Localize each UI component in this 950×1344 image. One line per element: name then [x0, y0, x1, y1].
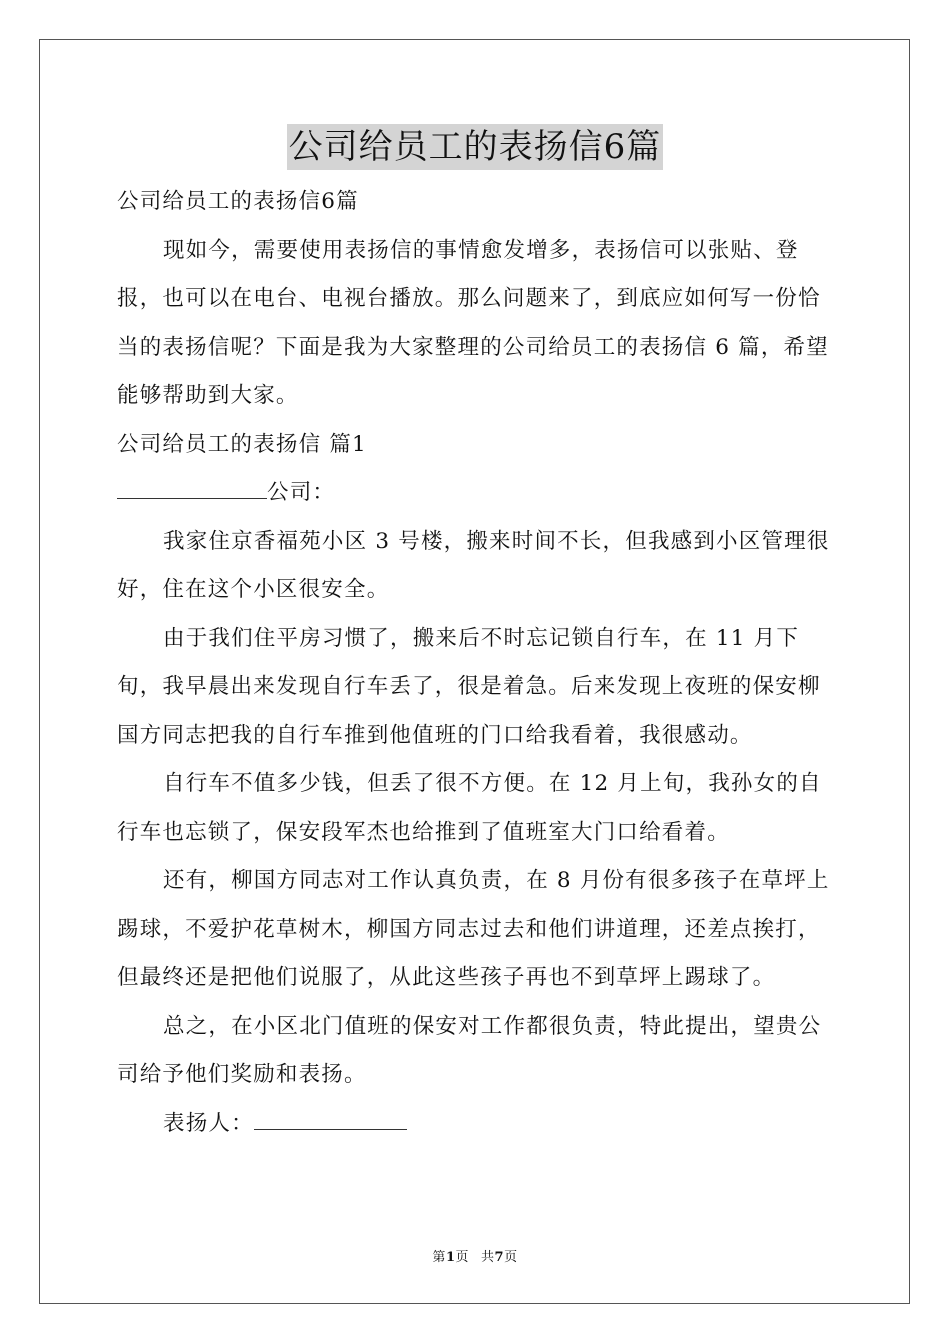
body-paragraph: 自行车不值多少钱，但丢了很不方便。在 12 月上旬，我孙女的自行车也忘锁了，保安段军杰也给推到了值班室大门口给看着。 — [117, 771, 822, 845]
signer-line — [117, 1100, 837, 1149]
title-container — [0, 124, 950, 170]
page-footer — [0, 1246, 950, 1265]
body-paragraph: 我家住京香福苑小区 3 号楼，搬来时间不长，但我感到小区管理很好，住在这个小区很安全。 — [117, 528, 830, 602]
signer-name-blank — [254, 1106, 407, 1130]
document-subtitle: 公司给员工的表扬信6篇 — [117, 189, 359, 214]
signer-label: 表扬人： — [163, 1110, 254, 1136]
intro-paragraph: 现如今，需要使用表扬信的事情愈发增多，表扬信可以张贴、登报，也可以在电台、电视台播放。那么问题来了，到底应如何写一份恰当的表扬信呢？下面是我为大家整理的公司给员工的表扬信 6 篇，希望能够帮助到大家。 — [117, 237, 829, 408]
body-paragraph: 总之，在小区北门值班的保安对工作都很负责，特此提出，望贵公司给予他们奖励和表扬。 — [117, 1013, 822, 1087]
salutation-suffix: 公司： — [267, 480, 336, 505]
document-body — [117, 178, 837, 1148]
salutation-line — [117, 469, 837, 518]
document-title: 公司给员工的表扬信6篇 — [287, 124, 664, 170]
page-total: 7 — [494, 1250, 505, 1265]
page-unit: 页 — [455, 1250, 469, 1265]
total-unit: 页 — [504, 1250, 518, 1265]
section-heading: 公司给员工的表扬信 篇1 — [117, 431, 367, 457]
body-paragraph: 由于我们住平房习惯了，搬来后不时忘记锁自行车，在 11 月下旬，我早晨出来发现自行车丢了，很是着急。后来发现上夜班的保安柳国方同志把我的自行车推到他值班的门口给我看着，我很感动。 — [117, 625, 821, 748]
body-paragraph: 还有，柳国方同志对工作认真负责，在 8 月份有很多孩子在草坪上踢球，不爱护花草树木，柳国方同志过去和他们讲道理，还差点挨打，但最终还是把他们说服了，从此这些孩子再也不到草坪上踢球了。 — [117, 868, 830, 990]
company-name-blank — [117, 475, 267, 499]
page-current: 1 — [445, 1250, 456, 1265]
page-prefix: 第 — [432, 1250, 446, 1265]
total-prefix: 共 — [481, 1250, 495, 1265]
